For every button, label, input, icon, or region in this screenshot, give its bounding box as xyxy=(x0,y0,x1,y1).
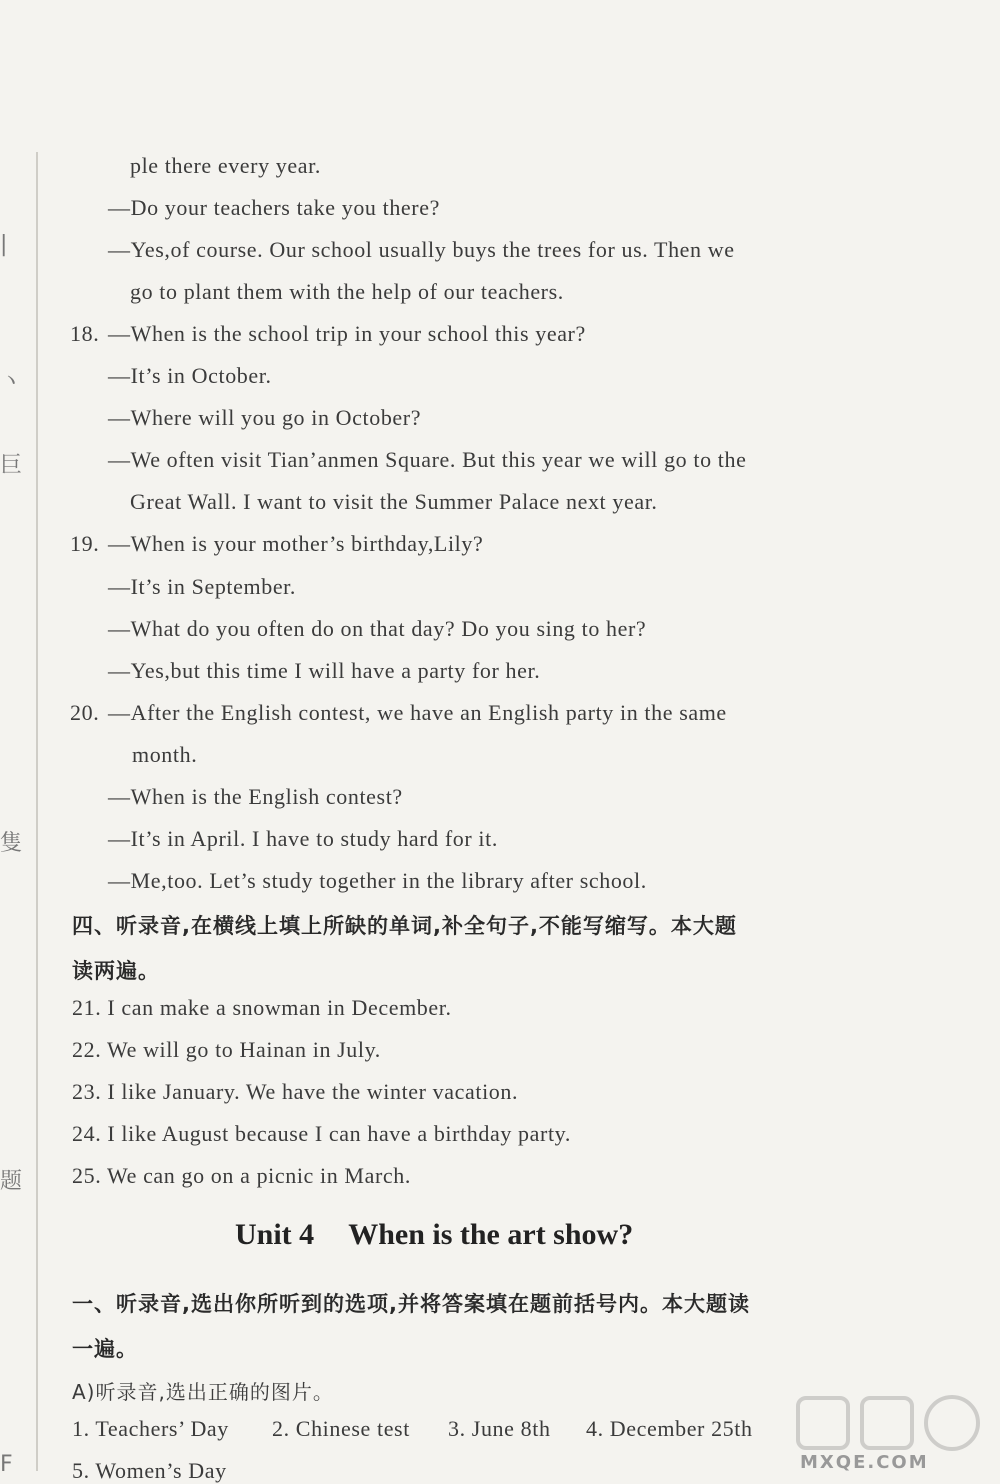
option-item: 5. Women’s Day xyxy=(72,1458,227,1483)
dialogue-line: —What do you often do on that day? Do you sing to her? xyxy=(108,616,647,641)
dialogue-line: —When is the school trip in your school this year? xyxy=(108,321,586,346)
dialogue-line: —It’s in September. xyxy=(108,574,296,599)
dialogue-line: —When is the English contest? xyxy=(108,784,403,809)
question-number: 20. xyxy=(70,700,100,725)
unit-title xyxy=(235,1218,633,1252)
dialogue-line: —After the English contest, we have an English party in the same xyxy=(108,700,727,725)
dialogue-line: Great Wall. I want to visit the Summer Palace next year. xyxy=(130,489,658,514)
question-number: 19. xyxy=(70,531,100,556)
dialogue-line: —Yes,of course. Our school usually buys the trees for us. Then we xyxy=(108,237,735,262)
option-item: 2. Chinese test xyxy=(272,1416,410,1441)
option-item: 4. December 25th xyxy=(586,1416,753,1441)
dialogue-line: —It’s in April. I have to study hard for it. xyxy=(108,826,498,851)
option-item: 1. Teachers’ Day xyxy=(72,1416,229,1441)
edge-mark: 题 xyxy=(0,1169,23,1194)
edge-mark: | xyxy=(0,232,8,257)
edge-mark: F xyxy=(0,1452,13,1477)
dialogue-line: —Me,too. Let’s study together in the library after school. xyxy=(108,868,647,893)
edge-mark: ヽ xyxy=(0,369,23,394)
list-item: 25. We can go on a picnic in March. xyxy=(72,1163,411,1188)
dialogue-line: —Do your teachers take you there? xyxy=(108,195,440,220)
question-number: 18. xyxy=(70,321,100,346)
dialogue-line: —We often visit Tian’anmen Square. But this year we will go to the xyxy=(108,447,747,472)
edge-mark: 隻 xyxy=(0,831,23,856)
section-heading: 四、听录音,在横线上填上所缺的单词,补全句子,不能写缩写。本大题 xyxy=(72,914,737,938)
dialogue-line: ple there every year. xyxy=(130,153,321,178)
dialogue-line: —When is your mother’s birthday,Lily? xyxy=(108,531,484,556)
list-item: 23. I like January. We have the winter vacation. xyxy=(72,1079,519,1104)
section-heading: 一遍。 xyxy=(72,1337,138,1361)
binding-edge-line xyxy=(36,152,38,1471)
sub-heading: A)听录音,选出正确的图片。 xyxy=(72,1380,334,1404)
section-heading: 一、听录音,选出你所听到的选项,并将答案填在题前括号内。本大题读 xyxy=(72,1292,750,1316)
dialogue-line: —Where will you go in October? xyxy=(108,405,422,430)
option-item: 3. June 8th xyxy=(448,1416,551,1441)
watermark-text: MXQE.COM xyxy=(800,1452,929,1473)
dialogue-line: —Yes,but this time I will have a party for her. xyxy=(108,658,541,683)
unit-label: Unit 4 xyxy=(235,1218,315,1251)
dialogue-line: go to plant them with the help of our teachers. xyxy=(130,279,564,304)
dialogue-line: month. xyxy=(132,742,198,767)
edge-mark: 巨 xyxy=(0,453,23,478)
list-item: 21. I can make a snowman in December. xyxy=(72,995,452,1020)
unit-heading: When is the art show? xyxy=(348,1218,634,1251)
section-heading: 读两遍。 xyxy=(72,959,160,983)
dialogue-line: —It’s in October. xyxy=(108,363,272,388)
list-item: 22. We will go to Hainan in July. xyxy=(72,1037,381,1062)
list-item: 24. I like August because I can have a birthday party. xyxy=(72,1121,571,1146)
